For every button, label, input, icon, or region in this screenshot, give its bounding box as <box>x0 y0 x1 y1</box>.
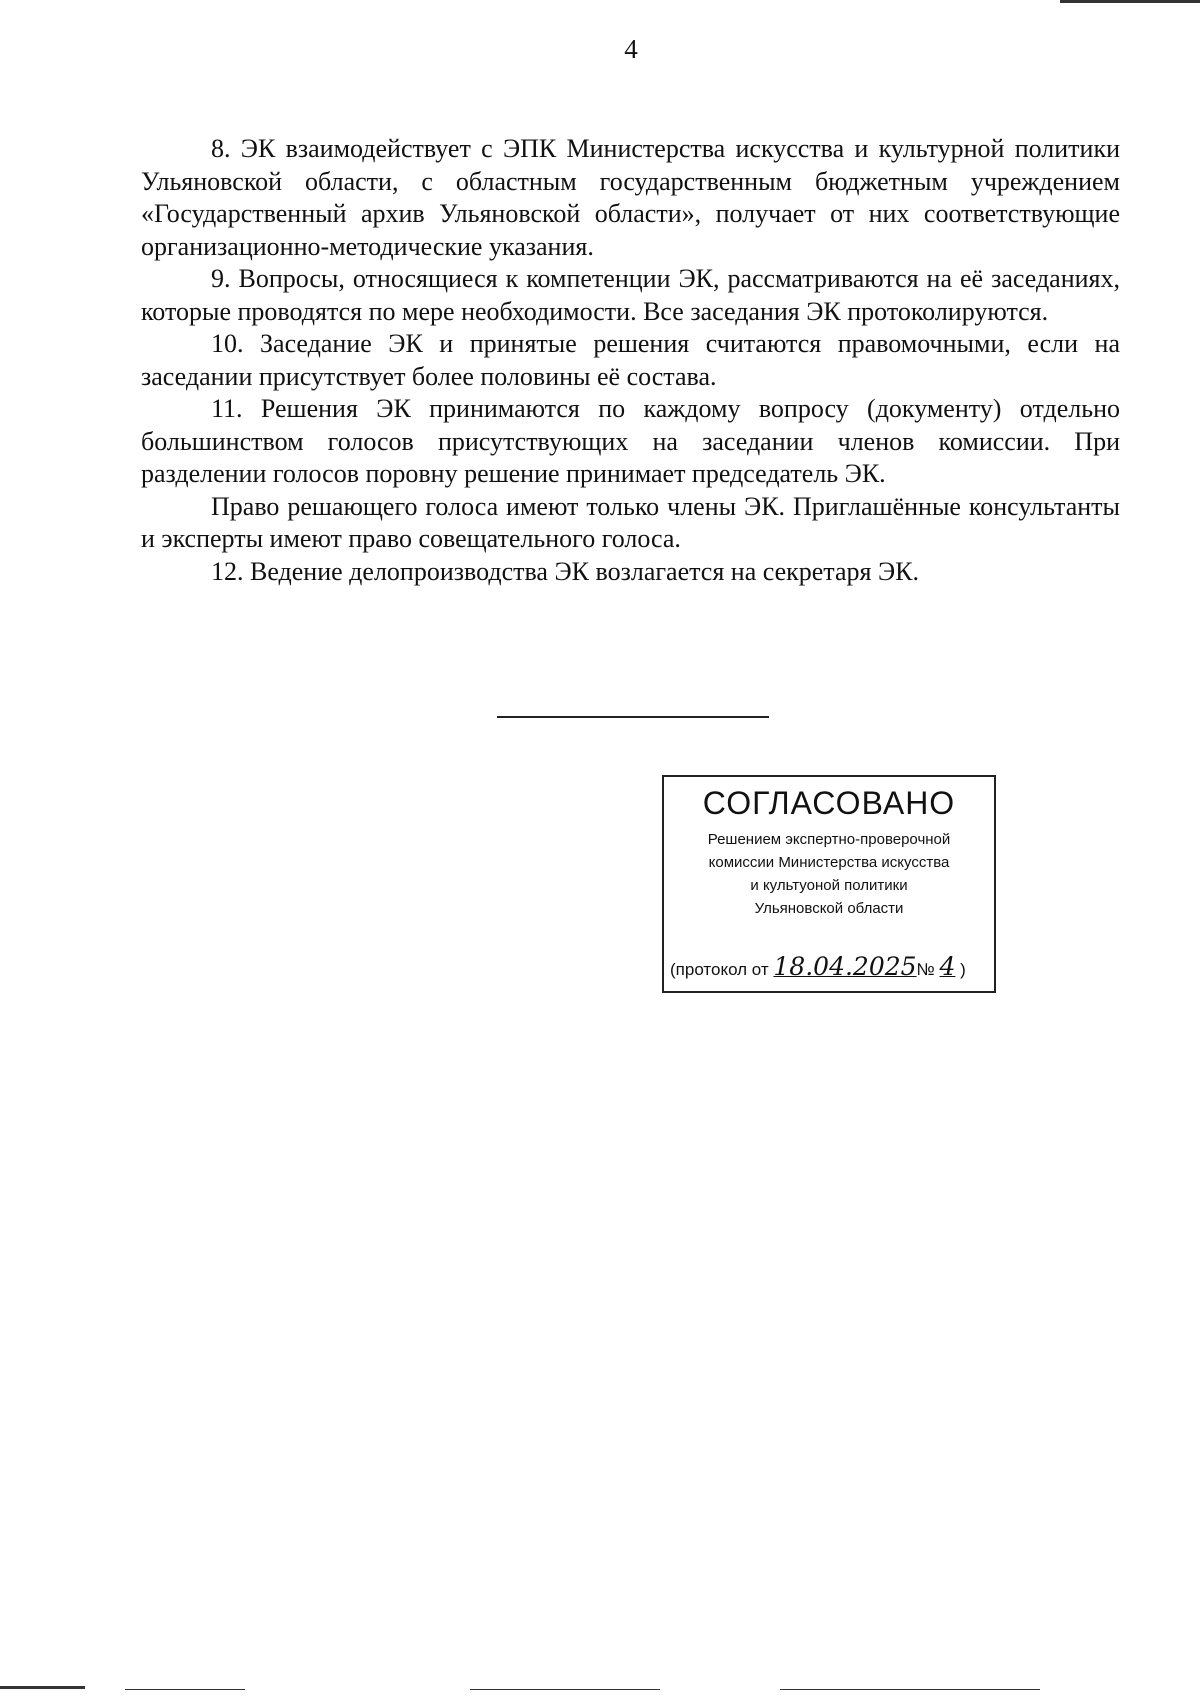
protocol-date: 18.04.2025 <box>773 952 917 981</box>
stamp-text <box>664 828 994 920</box>
protocol-number: 4 <box>939 952 956 981</box>
document-body <box>141 133 1120 588</box>
paragraph-10: 10. Заседание ЭК и принятые решения считаются правомочными, если на заседании присутствует более половины её состава. <box>141 329 1120 391</box>
scan-edge-bottom-line <box>470 1689 660 1690</box>
protocol-prefix: (протокол от <box>670 960 769 979</box>
paragraph-12: 12. Ведение делопроизводства ЭК возлагается на секретаря ЭК. <box>211 556 919 586</box>
paragraph-8: 8. ЭК взаимодействует с ЭПК Министерства искусства и культурной политики Ульяновской области, с областным государственным бюджетным учреждением «Государственный архив Ульяновской области», получает от них соответствующие организационно-методические указания. <box>141 134 1120 261</box>
scan-edge-bottom-line <box>125 1689 245 1690</box>
stamp-title: СОГЛАСОВАНО <box>702 785 956 821</box>
stamp-protocol <box>670 952 992 981</box>
stamp-line: и культуоной политики <box>750 877 908 894</box>
stamp-line: Ульяновской области <box>754 900 904 917</box>
paragraph-9: 9. Вопросы, относящиеся к компетенции ЭК, рассматриваются на её заседаниях, которые проводятся по мере необходимости. Все заседания ЭК протоколируются. <box>141 264 1120 326</box>
stamp-line: комиссии Министерства искусства <box>708 854 950 871</box>
stamp-line: Решением экспертно-проверочной <box>707 831 951 848</box>
page-number: 4 <box>624 34 638 64</box>
scan-edge-top-right <box>1060 0 1200 3</box>
number-sign: № <box>916 960 935 979</box>
scan-edge-bottom-left <box>0 1686 85 1689</box>
approval-stamp <box>662 775 996 993</box>
paragraph-voting-rights: Право решающего голоса имеют только члены ЭК. Приглашённые консультанты и эксперты имеют право совещательного голоса. <box>141 491 1120 553</box>
paragraph-11: 11. Решения ЭК принимаются по каждому вопросу (документу) отдельно большинством голосов присутствующих на заседании членов комиссии. При разделении голосов поровну решение принимает председатель ЭК. <box>141 394 1120 488</box>
separator-line <box>497 716 769 718</box>
scan-edge-bottom-line <box>780 1689 1040 1690</box>
protocol-suffix: ) <box>960 960 966 979</box>
